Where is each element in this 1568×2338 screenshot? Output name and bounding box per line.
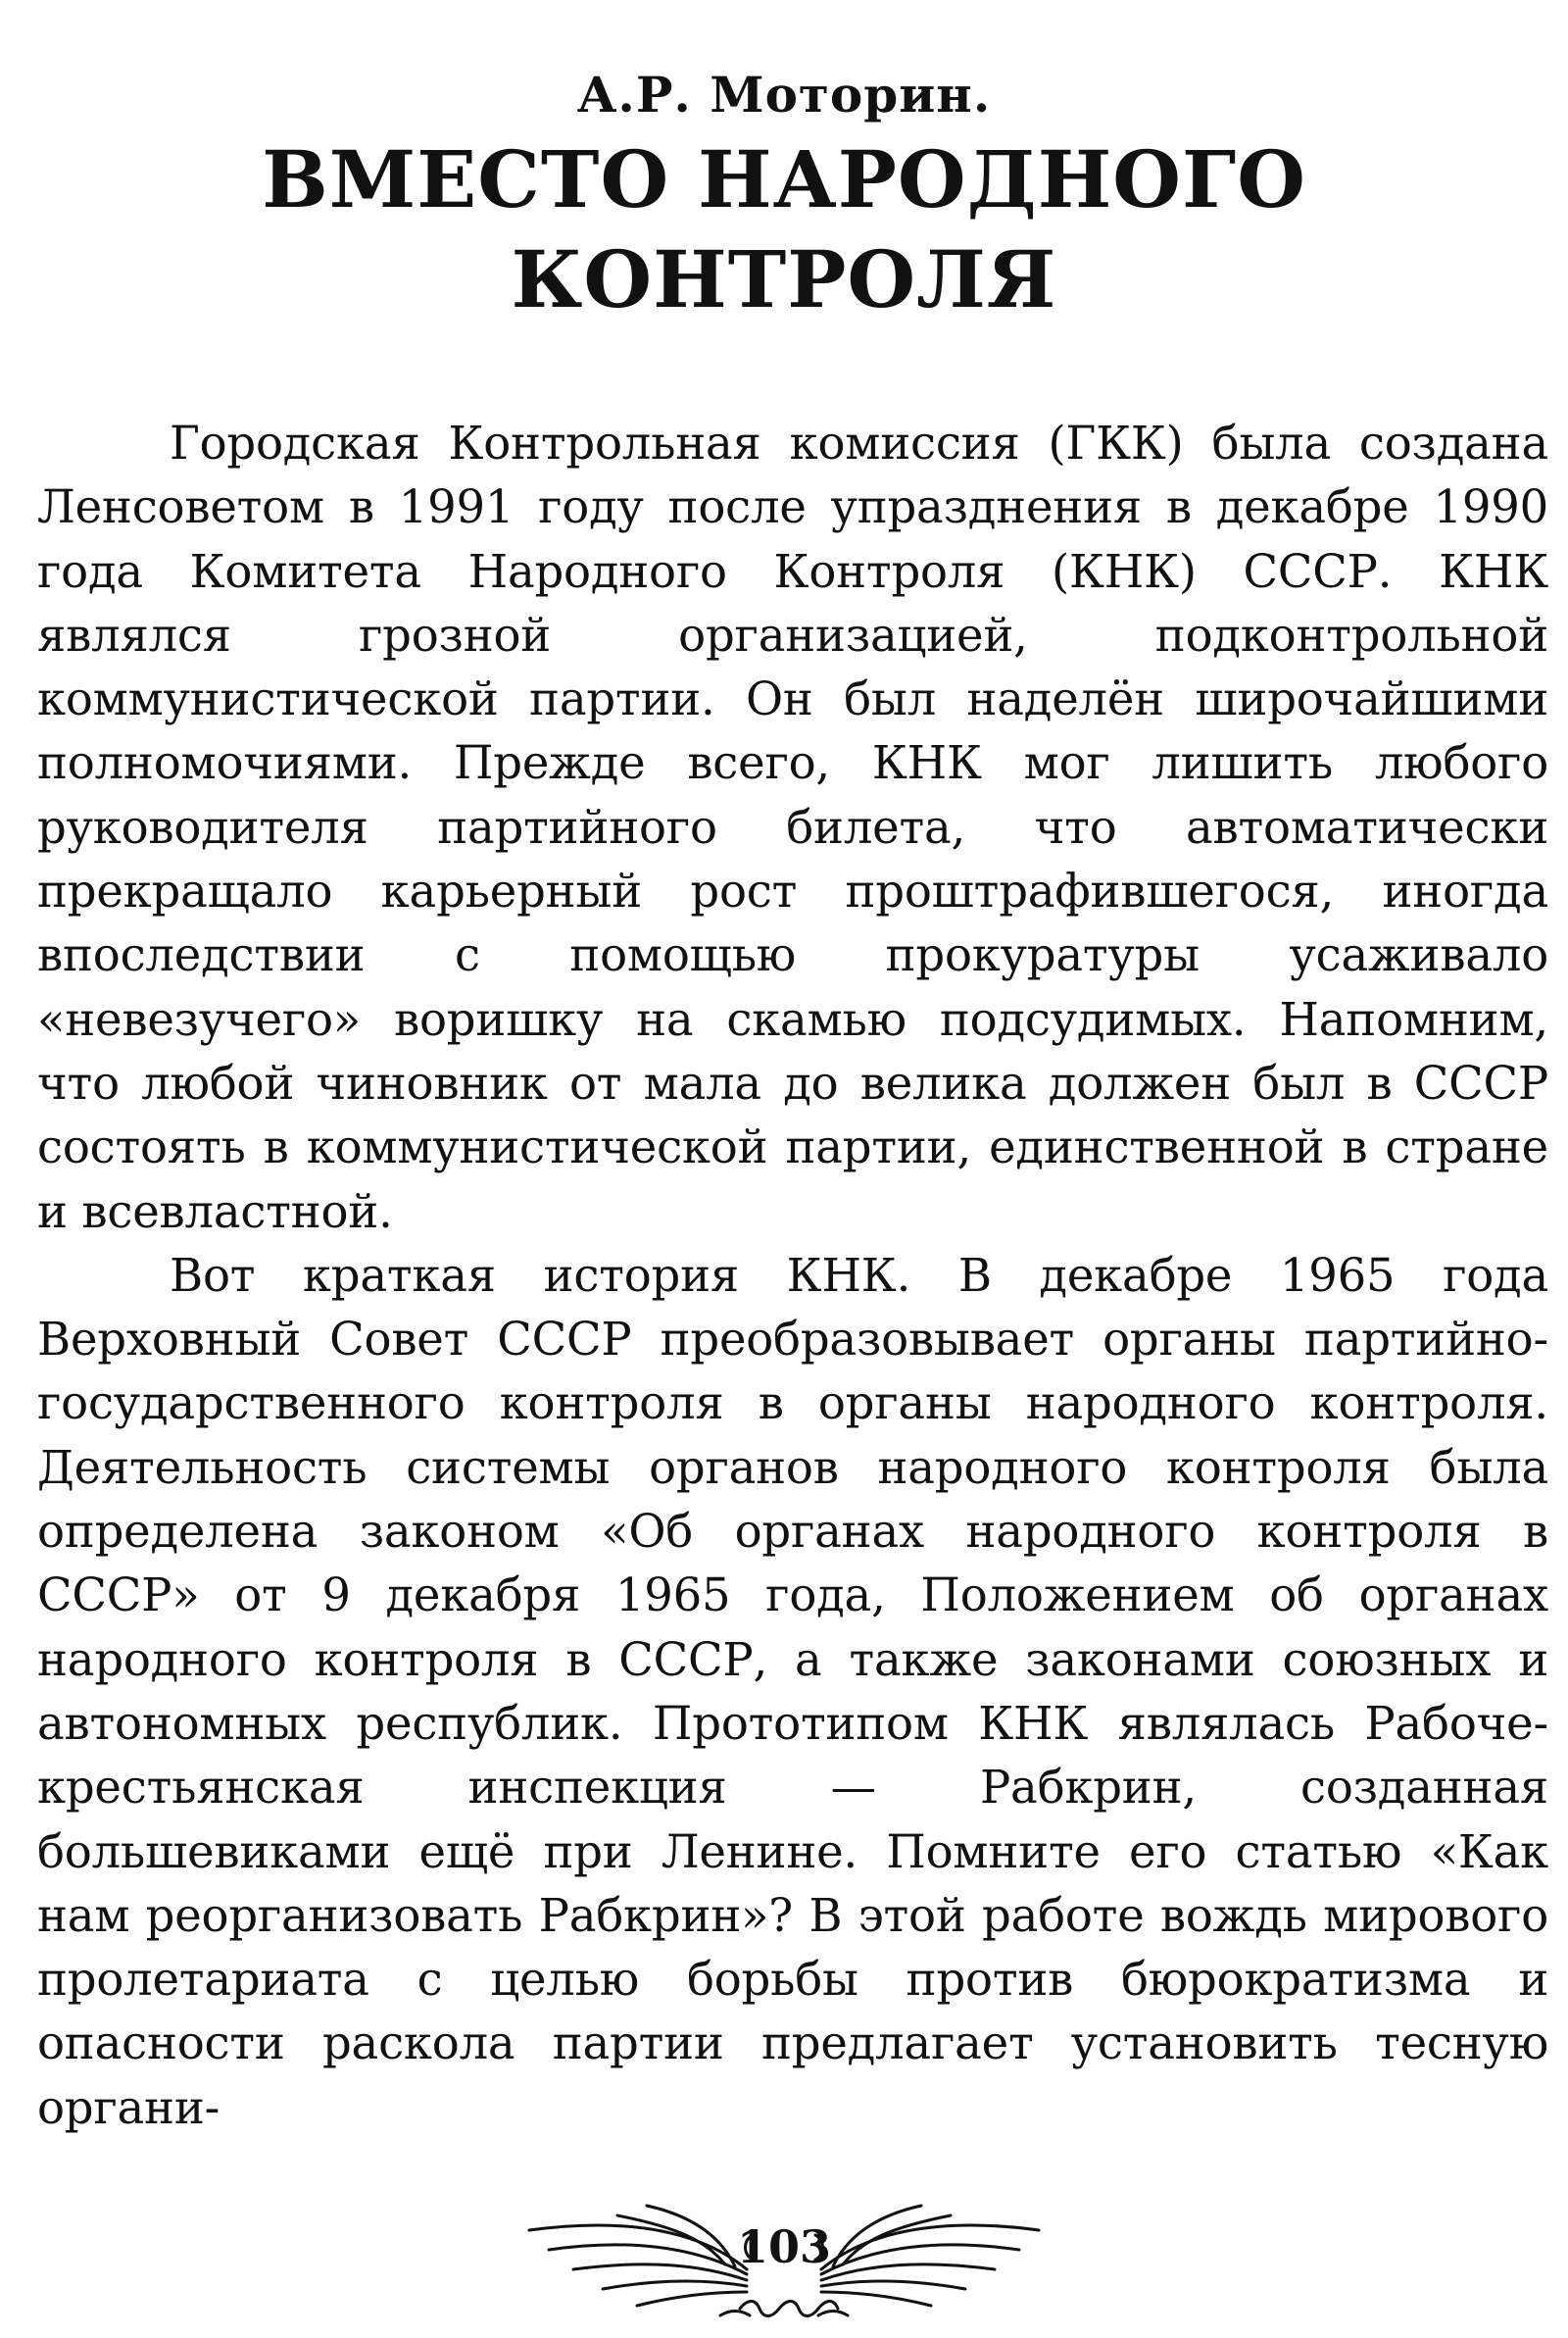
- paragraph-1: Городская Контрольная комиссия (ГКК) была создана Ленсоветом в 1991 году после упразднения в декабре 1990 года Комитета Народного Контроля (КНК) СССР. КНК являлся грозной организацией, подконтрольной коммунистической партии. Он был наделён широчайшими полномочиями. Прежде всего, КНК мог лишить любого руководителя партийного билета, что автоматически прекращало карьерный рост проштрафившегося, иногда впоследствии с помощью прокуратуры усаживало «невезучего» воришку на скамью подсудимых. Напомним, что любой чиновник от мала до велика должен был в СССР состоять в коммунистической партии, единственной в стране и всевластной.: [37, 417, 1548, 1238]
- page-number: 103: [736, 2220, 832, 2273]
- author-name: А.Р. Моторин.: [576, 66, 992, 124]
- paragraph-2: Вот краткая история КНК. В декабре 1965 года Верховный Совет СССР преобразовывает органы партийно-государственного контроля в органы народного контроля. Деятельность системы органов народного контроля была определена законом «Об органах народного контроля в СССР» от 9 декабря 1965 года, Положением об органах народного контроля в СССР, а также законами союзных и автономных республик. Прототипом КНК являлась Рабоче-крестьянская инспекция — Рабкрин, созданная большевиками ещё при Ленине. Помните его статью «Как нам реорганизовать Рабкрин»? В этой работе вождь мирового пролетариата с целью борьбы против бюрократизма и опасности раскола партии предлагает установить тесную органи-: [37, 1248, 1548, 2134]
- title-line-2: КОНТРОЛЯ: [511, 233, 1057, 325]
- article-body: [37, 412, 1548, 2140]
- page-footer: [490, 2176, 1078, 2323]
- article-title: [0, 129, 1568, 329]
- title-line-1: ВМЕСТО НАРОДНОГО: [262, 133, 1306, 225]
